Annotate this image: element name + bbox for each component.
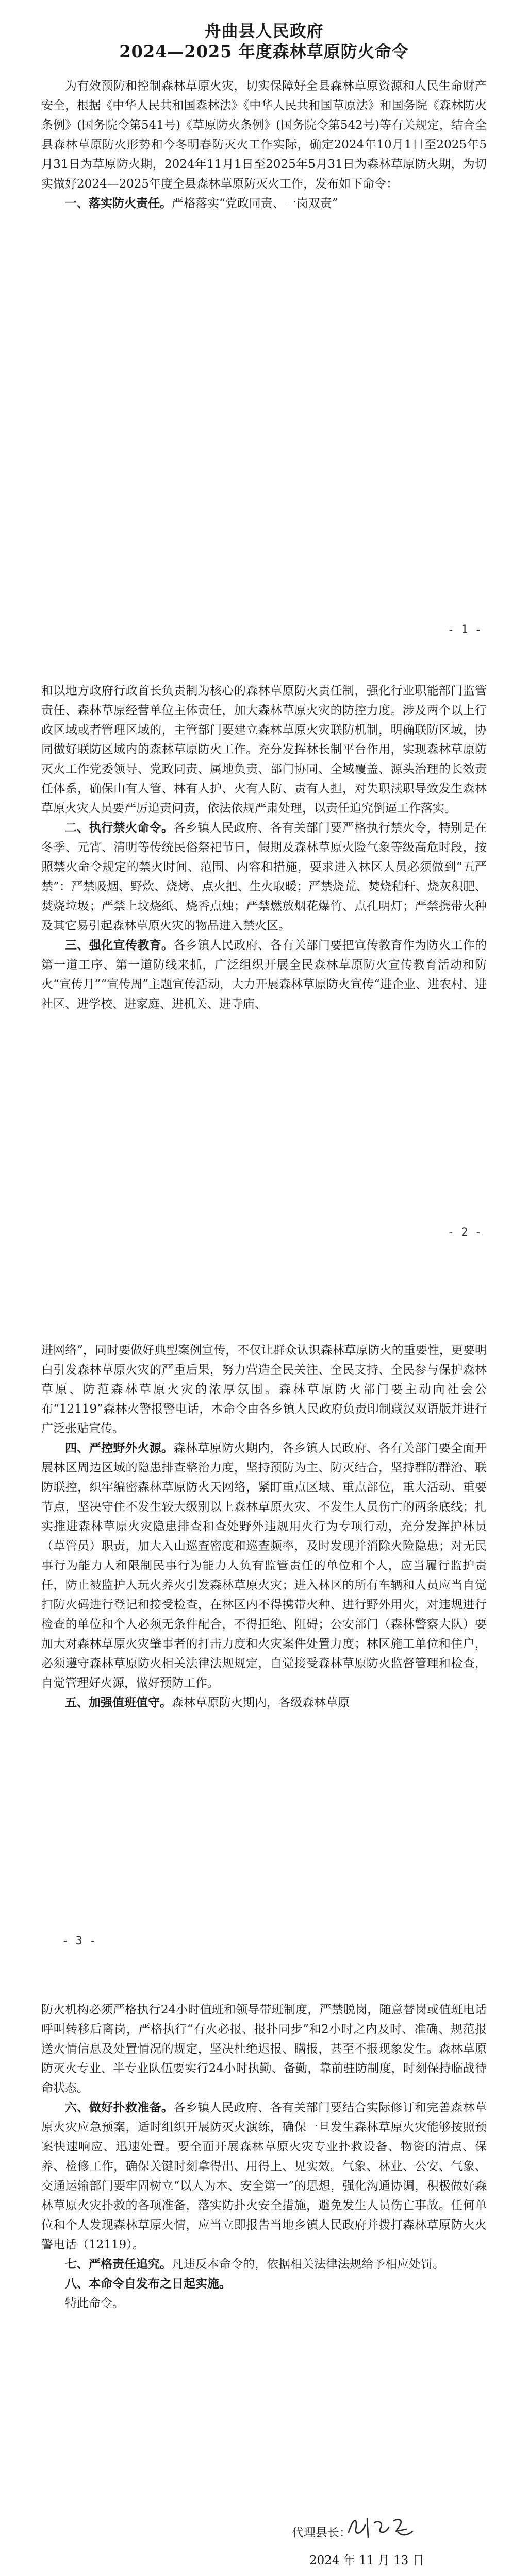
item-5-paragraph (41, 1693, 487, 1713)
document-page-1 (0, 0, 528, 659)
title-line-order: 2024—2025 年度森林草原防火命令 (119, 42, 409, 61)
title-line-issuer: 舟曲县人民政府 (204, 21, 324, 41)
item-4-text: 森林草原防火期内，各乡镇人民政府、各有关部门要全面开展林区周边区域的隐患排查整治力度，坚持预防为主、防灭结合，坚持群防群治、联防联控，织牢编密森林草原防火天网络，紧盯重点区域、重点部位，重大活动、重要节点，坚决守住不发生较大级别以上森林草原火灾、不发生人员伤亡的两条底线；扎实推进森林草原火灾隐患排查和查处野外违规用火行为专项行动，充分发挥护林员（草管员）职责，加大入山巡查密度和巡查频率，及时发现并消除火险隐患；对无民事行为能力人和限制民事行为能力人负有监管责任的单位和个人，应当履行监护责任，防止被监护人玩火养火引发森林草原火灾；进入林区的所有车辆和人员应当自觉扫防火码进行登记和接受检查，在林区内不得携带火种、进行野外用火，对违规进行检查的单位和个人必须无条件配合，不得拒绝、阻碍；公安部门（森林警察大队）要加大对森林草原火灾肇事者的打击力度和火灾案件处置力度；林区施工单位和住户，必须遵守森林草原防火相关法律法规规定，自觉接受森林草原防火监督管理和检查，自觉管理好火源，做好预防工作。 (41, 1442, 487, 1690)
item-5-heading: 五、加强值班值守。 (65, 1696, 172, 1709)
closing-line: 特此命令。 (65, 2297, 124, 2310)
item-5-text: 森林草原防火期内，各级森林草原 (172, 1696, 350, 1709)
item-2-paragraph (41, 818, 487, 936)
document-title (41, 21, 487, 62)
item-2-text: 各乡镇人民政府、各有关部门要严格执行禁火令，特别是在冬季、元宵、清明等传统民俗祭祀节日，假期及森林草原火险气象等级高危时段，按照禁火命令规定的禁火时间、范围、内容和措施，要求进入林区人员必须做到“五严禁”：严禁吸烟、野炊、烧烤、点火把、生火取暖；严禁烧荒、焚烧秸秆、烧灰积肥、焚烧垃圾；严禁上坟烧纸、烧香点烛；严禁燃放烟花爆竹、点孔明灯；严禁携带火种及其它易引起森林草原火灾的物品进入禁火区。 (41, 821, 487, 933)
item-1-continued-paragraph: 和以地方政府行政首长负责制为核心的森林草原防火责任制，强化行业职能部门监管责任、森林草原经营单位主体责任，加大森林草原火灾的防控力度。涉及两个以上行政区域或者管理区域的，主管部门要建立森林草原火灾联防机制，明确联防区域，协同做好联防区域内的森林草原防火工作。充分发挥林长制平台作用，实现森林草原防灭火工作党委领导、党政同责、属地负责、部门协同、全域覆盖、源头治理的长效责任体系，确保山有人管、林有人护、火有人防、责有人担，对失职渎职导致发生森林草原火灾人员要严厉追责问责，依法依规严肃处理，以责任追究倒逼工作落实。 (41, 684, 487, 815)
item-3-heading: 三、强化宣传教育。 (65, 939, 174, 952)
item-8-paragraph (41, 2274, 487, 2294)
item-6-heading: 六、做好扑救准备。 (65, 2101, 174, 2114)
item-7-heading: 七、严格责任追究。 (65, 2258, 172, 2271)
handwritten-signature (344, 2512, 417, 2543)
item-4-paragraph (41, 1438, 487, 1693)
page-number: - 2 - (447, 1226, 482, 1239)
document-page-2 (0, 659, 528, 1319)
item-1-text: 严格落实“党政同责、一岗双责” (172, 197, 338, 210)
document-page-3 (0, 1319, 528, 1979)
item-5-continued-paragraph: 防火机构必须严格执行24小时值班和领导带班制度，严禁脱岗，随意替岗或值班电话呼叫转移后离岗，严格执行“有火必报、报扑同步”和2小时之内及时、准确、规范报送火情信息及处置情况的规定，坚决杜绝迟报、瞒报，甚至不报现象发生。森林草原防灭火专业、半专业队伍要实行24小时执勤、备勤，靠前驻防制度，时刻保持临战待命状态。 (41, 2003, 487, 2095)
intro-paragraph: 为有效预防和控制森林草原火灾，切实保障好全县森林草原资源和人民生命财产安全，根据《中华人民共和国森林法》《中华人民共和国草原法》和国务院《森林防火条例》(国务院令第541号)《草原防火条例》(国务院令第542号)等有关规定，结合全县森林草原防火形势和今冬明春防灭火工作实际，确定2024年10月1日至2025年5月31日为草原防火期，2024年11月1日至2025年5月31日为森林草原防火期，为切实做好2024—2025年度全县森林草原防灭火工作，发布如下命令： (41, 79, 487, 191)
item-7-paragraph (41, 2255, 487, 2274)
item-6-paragraph (41, 2098, 487, 2255)
item-1-paragraph (41, 194, 487, 213)
item-3-text: 各乡镇人民政府、各有关部门要把宣传教育作为防火工作的第一道工序、第一道防线来抓，广泛组织开展全民森林草原防火宣传教育活动和防火“宣传月”“宣传周”主题宣传活动，大力开展森林草原防火宣传“进企业、进农村、进社区、进学校、进家庭、进机关、进寺庙、 (41, 939, 487, 1011)
item-7-text: 凡违反本命令的，依据相关法律法规给予相应处罚。 (172, 2258, 444, 2271)
item-4-heading: 四、严控野外火源。 (65, 1442, 174, 1455)
document-page-4 (0, 1979, 528, 2576)
item-2-heading: 二、执行禁火命令。 (65, 821, 174, 835)
item-1-heading: 一、落实防火责任。 (65, 197, 172, 210)
signer-label: 代理县长： (292, 2526, 351, 2539)
item-3-continued-paragraph: 进网络”，同时要做好典型案例宣传，不仅让群众认识森林草原防火的重要性，更要明白引发森林草原火灾的严重后果，努力营造全民关注、全民支持、全民参与保护森林草原、防范森林草原火灾的浓厚氛围。森林草原防火部门要主动向社会公布“12119”森林火警报警电话，本命令由各乡镇人民政府负责印制藏汉双语版并进行广泛张贴宣传。 (41, 1344, 487, 1435)
page-number: - 3 - (62, 1935, 96, 1947)
item-3-paragraph (41, 936, 487, 1014)
item-6-text: 各乡镇人民政府、各有关部门要结合实际修订和完善森林草原火灾应急预案，适时组织开展防灭火演练，确保一旦发生森林草原火灾能够按照预案快速响应、迅速处置。要全面开展森林草原火灾专业扑救设备、物资的清点、保养、检修工作，确保关键时刻拿得出、用得上、见实效。气象、林业、公安、气象、交通运输部门要牢固树立“以人为本、安全第一”的思想，强化沟通协调，积极做好森林草原火灾扑救的各项准备，落实防扑火安全措施，避免发生人员伤亡事故。任何单位和个人发现森林草原火情，应当立即报告当地乡镇人民政府并拨打森林草原防火火警电话（12119）。 (41, 2101, 487, 2251)
page-number: - 1 - (447, 623, 482, 636)
item-8-heading: 八、本命令自发布之日起实施。 (65, 2277, 231, 2291)
issue-date: 2024 年 11 月 13 日 (309, 2554, 424, 2567)
